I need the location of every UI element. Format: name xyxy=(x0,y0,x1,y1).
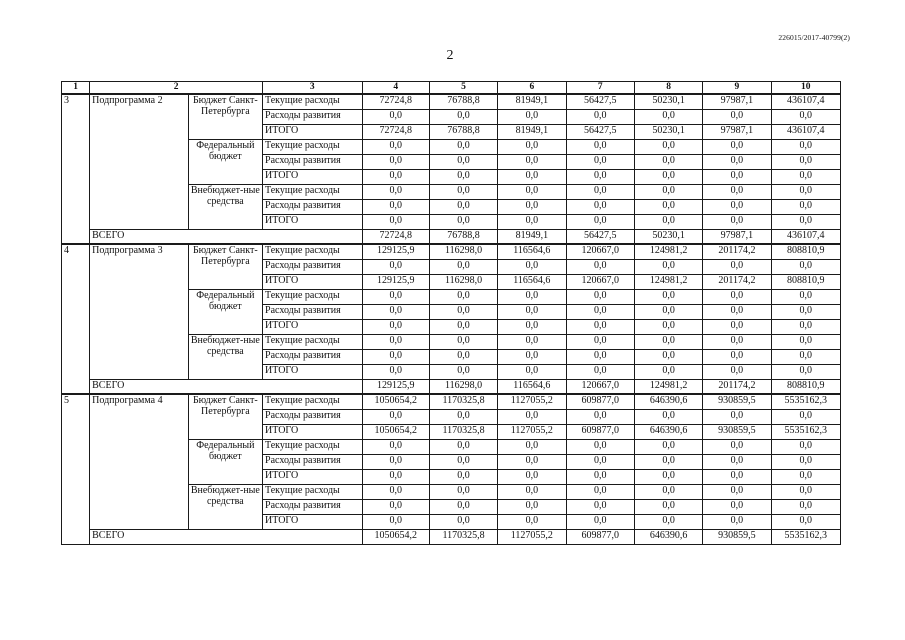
value-cell: 0,0 xyxy=(429,469,497,484)
value-cell: 0,0 xyxy=(634,319,702,334)
row-type-total: ИТОГО xyxy=(263,424,363,439)
row-type-current: Текущие расходы xyxy=(263,184,363,199)
value-cell: 0,0 xyxy=(703,199,771,214)
value-cell: 0,0 xyxy=(771,439,840,454)
value-cell: 0,0 xyxy=(429,484,497,499)
value-cell: 116564,6 xyxy=(498,244,566,259)
value-cell: 72724,8 xyxy=(362,124,429,139)
value-cell: 0,0 xyxy=(566,169,634,184)
value-cell: 1050654,2 xyxy=(362,424,429,439)
grand-total-value: 1050654,2 xyxy=(362,529,429,544)
value-cell: 0,0 xyxy=(771,109,840,124)
value-cell: 0,0 xyxy=(429,319,497,334)
grand-total-value: 97987,1 xyxy=(703,229,771,244)
row-type-total: ИТОГО xyxy=(263,214,363,229)
value-cell: 124981,2 xyxy=(634,244,702,259)
value-cell: 0,0 xyxy=(566,289,634,304)
grand-total-value: 81949,1 xyxy=(498,229,566,244)
value-cell: 0,0 xyxy=(634,139,702,154)
value-cell: 0,0 xyxy=(566,184,634,199)
value-cell: 0,0 xyxy=(771,259,840,274)
value-cell: 0,0 xyxy=(771,349,840,364)
value-cell: 0,0 xyxy=(498,469,566,484)
value-cell: 0,0 xyxy=(634,364,702,379)
header-row xyxy=(62,82,841,95)
grand-total-value: 1170325,8 xyxy=(429,529,497,544)
value-cell: 0,0 xyxy=(498,364,566,379)
row-type-development: Расходы развития xyxy=(263,349,363,364)
value-cell: 0,0 xyxy=(703,154,771,169)
value-cell: 0,0 xyxy=(429,454,497,469)
value-cell: 0,0 xyxy=(634,514,702,529)
value-cell: 0,0 xyxy=(703,514,771,529)
value-cell: 0,0 xyxy=(634,199,702,214)
value-cell: 0,0 xyxy=(429,184,497,199)
value-cell: 0,0 xyxy=(362,154,429,169)
column-header-6: 6 xyxy=(498,82,566,95)
value-cell: 0,0 xyxy=(703,439,771,454)
value-cell: 0,0 xyxy=(771,454,840,469)
budget-table xyxy=(61,81,841,545)
table-row xyxy=(62,94,841,109)
row-type-development: Расходы развития xyxy=(263,199,363,214)
row-type-development: Расходы развития xyxy=(263,409,363,424)
grand-total-value: 50230,1 xyxy=(634,229,702,244)
value-cell: 0,0 xyxy=(362,214,429,229)
value-cell: 0,0 xyxy=(498,199,566,214)
value-cell: 72724,8 xyxy=(362,94,429,109)
value-cell: 0,0 xyxy=(771,154,840,169)
value-cell: 930859,5 xyxy=(703,394,771,409)
column-header-2: 2 xyxy=(90,82,263,95)
value-cell: 0,0 xyxy=(634,169,702,184)
value-cell: 0,0 xyxy=(498,409,566,424)
value-cell: 120667,0 xyxy=(566,244,634,259)
value-cell: 0,0 xyxy=(771,169,840,184)
value-cell: 116564,6 xyxy=(498,274,566,289)
value-cell: 0,0 xyxy=(429,364,497,379)
value-cell: 0,0 xyxy=(771,334,840,349)
value-cell: 436107,4 xyxy=(771,94,840,109)
value-cell: 0,0 xyxy=(362,484,429,499)
value-cell: 0,0 xyxy=(634,214,702,229)
row-type-current: Текущие расходы xyxy=(263,394,363,409)
grand-total-value: 72724,8 xyxy=(362,229,429,244)
value-cell: 0,0 xyxy=(429,169,497,184)
value-cell: 0,0 xyxy=(362,439,429,454)
program-name: Подпрограмма 4 xyxy=(90,394,189,529)
value-cell: 0,0 xyxy=(566,259,634,274)
row-type-development: Расходы развития xyxy=(263,304,363,319)
value-cell: 0,0 xyxy=(634,334,702,349)
column-header-9: 9 xyxy=(703,82,771,95)
row-type-total: ИТОГО xyxy=(263,514,363,529)
value-cell: 0,0 xyxy=(634,484,702,499)
value-cell: 0,0 xyxy=(362,349,429,364)
row-type-current: Текущие расходы xyxy=(263,289,363,304)
value-cell: 0,0 xyxy=(362,454,429,469)
value-cell: 0,0 xyxy=(634,454,702,469)
row-type-total: ИТОГО xyxy=(263,124,363,139)
value-cell: 0,0 xyxy=(498,154,566,169)
value-cell: 0,0 xyxy=(703,139,771,154)
column-header-3: 3 xyxy=(263,82,363,95)
value-cell: 120667,0 xyxy=(566,274,634,289)
value-cell: 1170325,8 xyxy=(429,424,497,439)
value-cell: 0,0 xyxy=(498,139,566,154)
value-cell: 0,0 xyxy=(429,439,497,454)
value-cell: 0,0 xyxy=(703,349,771,364)
value-cell: 0,0 xyxy=(429,154,497,169)
value-cell: 0,0 xyxy=(429,214,497,229)
program-number: 5 xyxy=(62,394,90,544)
grand-total-value: 120667,0 xyxy=(566,379,634,394)
value-cell: 0,0 xyxy=(703,469,771,484)
value-cell: 0,0 xyxy=(566,304,634,319)
value-cell: 0,0 xyxy=(498,484,566,499)
value-cell: 0,0 xyxy=(429,289,497,304)
value-cell: 0,0 xyxy=(634,304,702,319)
value-cell: 0,0 xyxy=(771,319,840,334)
value-cell: 0,0 xyxy=(634,349,702,364)
funding-source-spb: Бюджет Санкт-Петербурга xyxy=(188,94,262,139)
value-cell: 0,0 xyxy=(498,214,566,229)
grand-total-value: 808810,9 xyxy=(771,379,840,394)
value-cell: 5535162,3 xyxy=(771,424,840,439)
row-type-development: Расходы развития xyxy=(263,109,363,124)
value-cell: 201174,2 xyxy=(703,274,771,289)
grand-total-value: 436107,4 xyxy=(771,229,840,244)
value-cell: 0,0 xyxy=(498,319,566,334)
grand-total-value: 116564,6 xyxy=(498,379,566,394)
value-cell: 0,0 xyxy=(771,484,840,499)
value-cell: 0,0 xyxy=(634,499,702,514)
row-type-total: ИТОГО xyxy=(263,364,363,379)
value-cell: 0,0 xyxy=(634,259,702,274)
grand-total-label: ВСЕГО xyxy=(90,529,362,544)
value-cell: 0,0 xyxy=(429,514,497,529)
value-cell: 116298,0 xyxy=(429,244,497,259)
value-cell: 0,0 xyxy=(498,289,566,304)
value-cell: 0,0 xyxy=(566,139,634,154)
value-cell: 0,0 xyxy=(703,109,771,124)
value-cell: 0,0 xyxy=(362,409,429,424)
funding-source-federal: Федеральный бюджет xyxy=(188,439,262,484)
value-cell: 129125,9 xyxy=(362,274,429,289)
grand-total-value: 609877,0 xyxy=(566,529,634,544)
row-type-development: Расходы развития xyxy=(263,259,363,274)
value-cell: 1127055,2 xyxy=(498,424,566,439)
value-cell: 0,0 xyxy=(429,349,497,364)
value-cell: 930859,5 xyxy=(703,424,771,439)
value-cell: 0,0 xyxy=(498,259,566,274)
value-cell: 0,0 xyxy=(362,304,429,319)
value-cell: 646390,6 xyxy=(634,394,702,409)
value-cell: 0,0 xyxy=(566,514,634,529)
value-cell: 0,0 xyxy=(362,184,429,199)
document-number: 226015/2017-40799(2) xyxy=(778,33,850,42)
value-cell: 0,0 xyxy=(566,439,634,454)
grand-total-row xyxy=(62,529,841,544)
grand-total-value: 56427,5 xyxy=(566,229,634,244)
value-cell: 76788,8 xyxy=(429,124,497,139)
value-cell: 0,0 xyxy=(771,409,840,424)
funding-source-federal: Федеральный бюджет xyxy=(188,139,262,184)
grand-total-value: 124981,2 xyxy=(634,379,702,394)
value-cell: 97987,1 xyxy=(703,124,771,139)
value-cell: 0,0 xyxy=(703,304,771,319)
grand-total-value: 646390,6 xyxy=(634,529,702,544)
row-type-current: Текущие расходы xyxy=(263,439,363,454)
grand-total-value: 1127055,2 xyxy=(498,529,566,544)
value-cell: 0,0 xyxy=(566,469,634,484)
value-cell: 0,0 xyxy=(498,304,566,319)
row-type-total: ИТОГО xyxy=(263,469,363,484)
value-cell: 0,0 xyxy=(429,499,497,514)
value-cell: 1050654,2 xyxy=(362,394,429,409)
grand-total-value: 5535162,3 xyxy=(771,529,840,544)
grand-total-value: 930859,5 xyxy=(703,529,771,544)
value-cell: 0,0 xyxy=(362,289,429,304)
row-type-current: Текущие расходы xyxy=(263,244,363,259)
value-cell: 56427,5 xyxy=(566,94,634,109)
value-cell: 0,0 xyxy=(498,439,566,454)
row-type-total: ИТОГО xyxy=(263,274,363,289)
funding-source-extra: Внебюджет-ные средства xyxy=(188,334,262,379)
table-row xyxy=(62,244,841,259)
value-cell: 0,0 xyxy=(566,409,634,424)
funding-source-spb: Бюджет Санкт-Петербурга xyxy=(188,394,262,439)
value-cell: 0,0 xyxy=(703,169,771,184)
value-cell: 0,0 xyxy=(634,154,702,169)
value-cell: 436107,4 xyxy=(771,124,840,139)
program-name: Подпрограмма 3 xyxy=(90,244,189,379)
value-cell: 0,0 xyxy=(771,499,840,514)
value-cell: 0,0 xyxy=(703,319,771,334)
value-cell: 0,0 xyxy=(429,199,497,214)
value-cell: 0,0 xyxy=(703,289,771,304)
row-type-total: ИТОГО xyxy=(263,319,363,334)
value-cell: 0,0 xyxy=(634,109,702,124)
value-cell: 0,0 xyxy=(362,199,429,214)
value-cell: 0,0 xyxy=(771,199,840,214)
value-cell: 0,0 xyxy=(498,169,566,184)
grand-total-value: 116298,0 xyxy=(429,379,497,394)
row-type-current: Текущие расходы xyxy=(263,139,363,154)
program-number: 3 xyxy=(62,94,90,244)
value-cell: 0,0 xyxy=(566,334,634,349)
value-cell: 1170325,8 xyxy=(429,394,497,409)
value-cell: 0,0 xyxy=(703,259,771,274)
table-row xyxy=(62,394,841,409)
value-cell: 0,0 xyxy=(566,199,634,214)
value-cell: 0,0 xyxy=(498,349,566,364)
value-cell: 0,0 xyxy=(703,484,771,499)
funding-source-extra: Внебюджет-ные средства xyxy=(188,484,262,529)
value-cell: 0,0 xyxy=(703,334,771,349)
value-cell: 0,0 xyxy=(429,139,497,154)
value-cell: 97987,1 xyxy=(703,94,771,109)
value-cell: 0,0 xyxy=(703,214,771,229)
value-cell: 0,0 xyxy=(362,514,429,529)
row-type-total: ИТОГО xyxy=(263,169,363,184)
value-cell: 0,0 xyxy=(429,304,497,319)
value-cell: 0,0 xyxy=(498,454,566,469)
grand-total-value: 129125,9 xyxy=(362,379,429,394)
value-cell: 0,0 xyxy=(634,289,702,304)
value-cell: 0,0 xyxy=(362,139,429,154)
value-cell: 0,0 xyxy=(566,214,634,229)
value-cell: 124981,2 xyxy=(634,274,702,289)
value-cell: 0,0 xyxy=(362,259,429,274)
grand-total-value: 76788,8 xyxy=(429,229,497,244)
value-cell: 50230,1 xyxy=(634,94,702,109)
value-cell: 0,0 xyxy=(634,409,702,424)
value-cell: 0,0 xyxy=(771,304,840,319)
value-cell: 0,0 xyxy=(703,184,771,199)
column-header-10: 10 xyxy=(771,82,840,95)
grand-total-row xyxy=(62,379,841,394)
program-number: 4 xyxy=(62,244,90,394)
value-cell: 0,0 xyxy=(362,364,429,379)
value-cell: 0,0 xyxy=(771,514,840,529)
row-type-current: Текущие расходы xyxy=(263,94,363,109)
value-cell: 0,0 xyxy=(566,364,634,379)
row-type-current: Текущие расходы xyxy=(263,334,363,349)
value-cell: 0,0 xyxy=(429,409,497,424)
value-cell: 609877,0 xyxy=(566,394,634,409)
page-number: 2 xyxy=(446,48,454,63)
value-cell: 0,0 xyxy=(498,334,566,349)
funding-source-federal: Федеральный бюджет xyxy=(188,289,262,334)
value-cell: 0,0 xyxy=(566,319,634,334)
value-cell: 0,0 xyxy=(771,139,840,154)
value-cell: 808810,9 xyxy=(771,244,840,259)
value-cell: 0,0 xyxy=(634,469,702,484)
value-cell: 808810,9 xyxy=(771,274,840,289)
value-cell: 0,0 xyxy=(771,214,840,229)
value-cell: 0,0 xyxy=(771,364,840,379)
value-cell: 76788,8 xyxy=(429,94,497,109)
value-cell: 0,0 xyxy=(429,259,497,274)
value-cell: 0,0 xyxy=(498,499,566,514)
value-cell: 0,0 xyxy=(771,289,840,304)
value-cell: 0,0 xyxy=(429,109,497,124)
value-cell: 5535162,3 xyxy=(771,394,840,409)
value-cell: 0,0 xyxy=(703,499,771,514)
value-cell: 0,0 xyxy=(498,514,566,529)
row-type-development: Расходы развития xyxy=(263,454,363,469)
value-cell: 0,0 xyxy=(498,109,566,124)
value-cell: 0,0 xyxy=(362,319,429,334)
value-cell: 0,0 xyxy=(566,499,634,514)
value-cell: 609877,0 xyxy=(566,424,634,439)
value-cell: 0,0 xyxy=(566,349,634,364)
value-cell: 0,0 xyxy=(703,454,771,469)
row-type-development: Расходы развития xyxy=(263,154,363,169)
column-header-5: 5 xyxy=(429,82,497,95)
column-header-4: 4 xyxy=(362,82,429,95)
value-cell: 0,0 xyxy=(498,184,566,199)
column-header-7: 7 xyxy=(566,82,634,95)
value-cell: 0,0 xyxy=(429,334,497,349)
funding-source-extra: Внебюджет-ные средства xyxy=(188,184,262,229)
value-cell: 1127055,2 xyxy=(498,394,566,409)
value-cell: 81949,1 xyxy=(498,124,566,139)
value-cell: 0,0 xyxy=(566,454,634,469)
value-cell: 56427,5 xyxy=(566,124,634,139)
value-cell: 0,0 xyxy=(703,364,771,379)
value-cell: 0,0 xyxy=(566,154,634,169)
value-cell: 0,0 xyxy=(362,109,429,124)
value-cell: 81949,1 xyxy=(498,94,566,109)
value-cell: 0,0 xyxy=(362,469,429,484)
grand-total-label: ВСЕГО xyxy=(90,379,362,394)
value-cell: 646390,6 xyxy=(634,424,702,439)
value-cell: 0,0 xyxy=(703,409,771,424)
value-cell: 116298,0 xyxy=(429,274,497,289)
column-header-8: 8 xyxy=(634,82,702,95)
value-cell: 0,0 xyxy=(362,169,429,184)
value-cell: 0,0 xyxy=(634,184,702,199)
value-cell: 0,0 xyxy=(362,499,429,514)
value-cell: 0,0 xyxy=(566,484,634,499)
column-header-1: 1 xyxy=(62,82,90,95)
value-cell: 0,0 xyxy=(362,334,429,349)
funding-source-spb: Бюджет Санкт-Петербурга xyxy=(188,244,262,289)
row-type-development: Расходы развития xyxy=(263,499,363,514)
program-name: Подпрограмма 2 xyxy=(90,94,189,229)
grand-total-row xyxy=(62,229,841,244)
row-type-current: Текущие расходы xyxy=(263,484,363,499)
grand-total-label: ВСЕГО xyxy=(90,229,362,244)
value-cell: 201174,2 xyxy=(703,244,771,259)
value-cell: 129125,9 xyxy=(362,244,429,259)
value-cell: 0,0 xyxy=(634,439,702,454)
value-cell: 0,0 xyxy=(566,109,634,124)
value-cell: 0,0 xyxy=(771,469,840,484)
value-cell: 0,0 xyxy=(771,184,840,199)
grand-total-value: 201174,2 xyxy=(703,379,771,394)
value-cell: 50230,1 xyxy=(634,124,702,139)
